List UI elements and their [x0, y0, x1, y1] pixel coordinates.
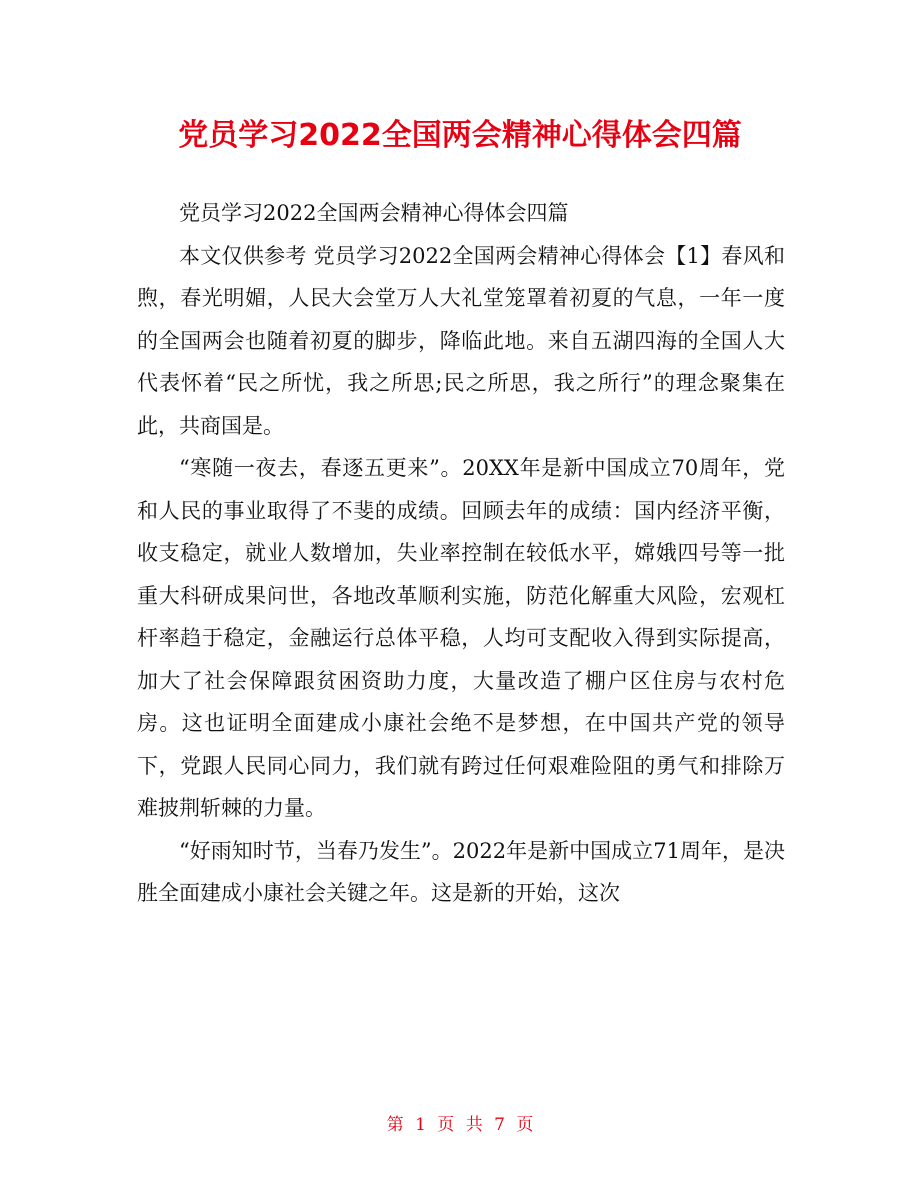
paragraph-review: “寒随一夜去，春逐五更来”。20XX年是新中国成立70周年，党和人民的事业取得了不斐的成绩。回顾去年的成绩：国内经济平衡，收支稳定，就业人数增加，失业率控制在较低水平，嫦娥四号等一批重大科研成果问世，各地改革顺利实施，防范化解重大风险，宏观杠杆率趋于稳定，金融运行总体平稳，人均可支配收入得到实际提高，加大了社会保障跟贫困资助力度，大量改造了棚户区住房与农村危房。这也证明全面建成小康社会绝不是梦想，在中国共产党的领导下，党跟人民同心同力，我们就有跨过任何艰难险阻的勇气和排除万难披荆斩棘的力量。 [137, 456, 785, 820]
page-number-footer: 第 1 页 共 7 页 [386, 1115, 534, 1135]
document-body [137, 192, 785, 915]
paragraph-new-year: “好雨知时节，当春乃发生”。2022年是新中国成立71周年，是决胜全面建成小康社会关键之年。这是新的开始，这次 [137, 838, 785, 905]
document-title: 党员学习2022全国两会精神心得体会四篇 [178, 118, 742, 153]
paragraph-intro: 本文仅供参考 党员学习2022全国两会精神心得体会【1】春风和煦，春光明媚，人民大会堂万人大礼堂笼罩着初夏的气息，一年一度的全国两会也随着初夏的脚步，降临此地。来自五湖四海的全国人大代表怀着“民之所忧，我之所思;民之所思，我之所行”的理念聚集在此，共商国是。 [137, 243, 785, 438]
paragraph-subtitle: 党员学习2022全国两会精神心得体会四篇 [179, 201, 569, 225]
